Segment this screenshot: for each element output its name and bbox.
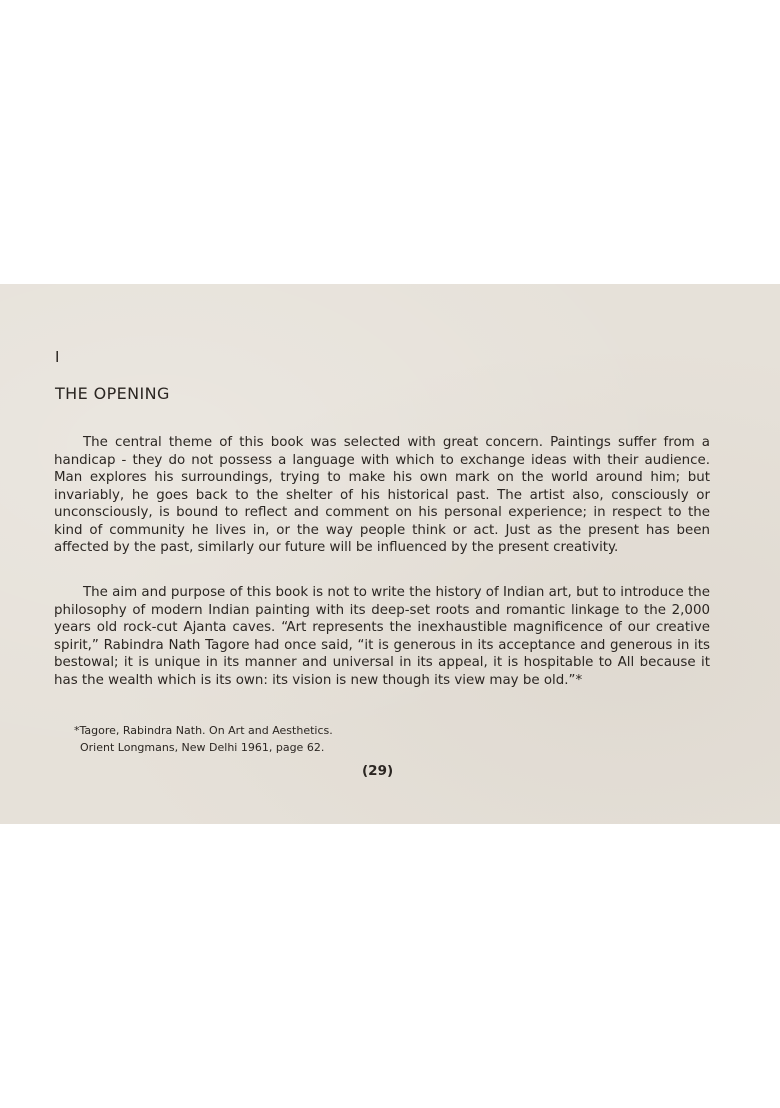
chapter-number: I [55,348,60,366]
footnote-line: *Tagore, Rabindra Nath. On Art and Aesthetics. [74,724,333,737]
page-number: (29) [362,763,394,779]
footnote-line: Orient Longmans, New Delhi 1961, page 62. [80,741,325,754]
body-paragraph: The aim and purpose of this book is not to write the history of Indian art, but to introduce the philosophy of modern Indian painting with its deep-set roots and romantic linkage to the 2,000 years old rock-cut Ajanta caves. “Art represents the inexhaustible magnificence of our creative spirit,” Rabindra Nath Tagore had once said, “it is generous in its acceptance and generous in its bestowal; it is unique in its manner and universal in its appeal, it is hospitable to All because it has the wealth which is its own: its vision is new though its view may be old.”* [54,585,710,688]
body-paragraph: The central theme of this book was selected with great concern. Paintings suffer from a handicap - they do not possess a language with which to exchange ideas with their audience. Man explores his surroundings, trying to make his own mark on the world around him; but invariably, he goes back to the shelter of his historical past. The artist also, consciously or unconsciously, is bound to reflect and comment on his personal experience; in respect to the kind of community he lives in, or the way people think or act. Just as the present has been affected by the past, similarly our future will be influenced by the present creativity. [54,435,710,555]
footnote [74,722,333,756]
chapter-title: THE OPENING [55,384,170,403]
book-page [0,284,780,824]
